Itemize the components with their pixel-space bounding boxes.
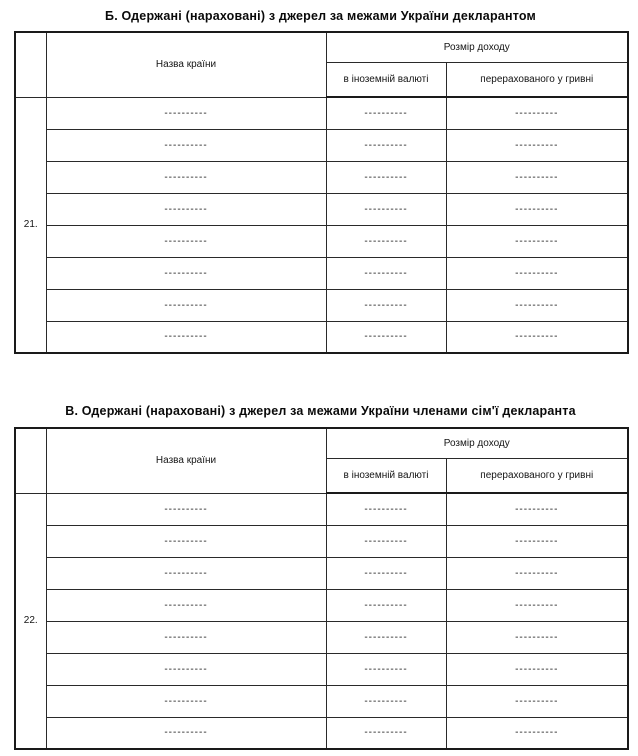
hryvnia-value: ----------	[446, 653, 628, 685]
country-value: ----------	[46, 493, 326, 525]
section-b-title: Б. Одержані (нараховані) з джерел за межами України декларантом	[105, 9, 536, 23]
foreign-currency-value: ----------	[326, 161, 446, 193]
country-value: ----------	[46, 257, 326, 289]
hryvnia-column-header: перерахованого у гривні	[446, 63, 628, 98]
hryvnia-value: ----------	[446, 257, 628, 289]
table-row	[15, 225, 628, 257]
hryvnia-value: ----------	[446, 289, 628, 321]
country-value: ----------	[46, 621, 326, 653]
country-value: ----------	[46, 525, 326, 557]
foreign-currency-value: ----------	[326, 225, 446, 257]
table-row	[15, 653, 628, 685]
foreign-currency-value: ----------	[326, 557, 446, 589]
country-value: ----------	[46, 653, 326, 685]
country-column-header: Назва країни	[46, 32, 326, 97]
table-row	[15, 193, 628, 225]
country-value: ----------	[46, 225, 326, 257]
foreign-currency-value: ----------	[326, 257, 446, 289]
foreign-currency-value: ----------	[326, 525, 446, 557]
foreign-currency-value: ----------	[326, 97, 446, 129]
country-value: ----------	[46, 321, 326, 353]
foreign-currency-column-header: в іноземній валюті	[326, 459, 446, 494]
foreign-currency-value: ----------	[326, 685, 446, 717]
hryvnia-value: ----------	[446, 525, 628, 557]
table-row	[15, 557, 628, 589]
table-row	[15, 685, 628, 717]
hryvnia-value: ----------	[446, 493, 628, 525]
section-b-income-table	[14, 31, 629, 354]
hryvnia-value: ----------	[446, 717, 628, 749]
country-value: ----------	[46, 717, 326, 749]
hryvnia-value: ----------	[446, 621, 628, 653]
hryvnia-value: ----------	[446, 589, 628, 621]
foreign-currency-value: ----------	[326, 493, 446, 525]
hryvnia-value: ----------	[446, 161, 628, 193]
table-row	[15, 589, 628, 621]
hryvnia-value: ----------	[446, 193, 628, 225]
country-value: ----------	[46, 685, 326, 717]
country-value: ----------	[46, 193, 326, 225]
table-row	[15, 493, 628, 525]
foreign-currency-value: ----------	[326, 289, 446, 321]
row-number: 21.	[15, 97, 46, 353]
foreign-currency-column-header: в іноземній валюті	[326, 63, 446, 98]
country-value: ----------	[46, 589, 326, 621]
foreign-currency-value: ----------	[326, 717, 446, 749]
section-v-title: В. Одержані (нараховані) з джерел за межами України членами сім'ї декларанта	[65, 404, 576, 418]
table-row	[15, 525, 628, 557]
hryvnia-value: ----------	[446, 129, 628, 161]
country-value: ----------	[46, 129, 326, 161]
income-size-group-header: Розмір доходу	[326, 428, 628, 459]
country-value: ----------	[46, 161, 326, 193]
hryvnia-value: ----------	[446, 97, 628, 129]
hryvnia-value: ----------	[446, 321, 628, 353]
row-number: 22.	[15, 493, 46, 749]
foreign-currency-value: ----------	[326, 621, 446, 653]
table-header-row	[15, 32, 628, 63]
foreign-currency-value: ----------	[326, 653, 446, 685]
table-row	[15, 97, 628, 129]
country-value: ----------	[46, 97, 326, 129]
foreign-currency-value: ----------	[326, 589, 446, 621]
country-value: ----------	[46, 289, 326, 321]
row-number-column-header	[15, 428, 46, 493]
foreign-currency-value: ----------	[326, 129, 446, 161]
table-header-row	[15, 428, 628, 459]
table-row	[15, 289, 628, 321]
income-size-group-header: Розмір доходу	[326, 32, 628, 63]
hryvnia-value: ----------	[446, 685, 628, 717]
table-row	[15, 161, 628, 193]
section-v-income-table	[14, 427, 629, 750]
row-number-column-header	[15, 32, 46, 97]
hryvnia-column-header: перерахованого у гривні	[446, 459, 628, 494]
table-row	[15, 321, 628, 353]
table-row	[15, 129, 628, 161]
table-row	[15, 257, 628, 289]
foreign-currency-value: ----------	[326, 321, 446, 353]
country-value: ----------	[46, 557, 326, 589]
table-row	[15, 621, 628, 653]
hryvnia-value: ----------	[446, 557, 628, 589]
foreign-currency-value: ----------	[326, 193, 446, 225]
table-row	[15, 717, 628, 749]
hryvnia-value: ----------	[446, 225, 628, 257]
country-column-header: Назва країни	[46, 428, 326, 493]
